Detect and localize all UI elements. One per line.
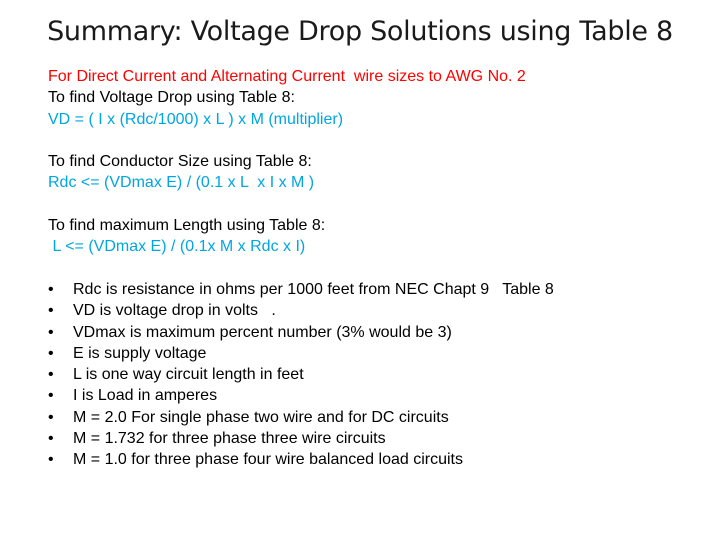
max-length-heading: To find maximum Length using Table 8: — [48, 217, 326, 235]
slide-body — [48, 66, 708, 471]
list-item-text: M = 1.0 for three phase four wire balanced load circuits — [73, 451, 463, 469]
bullet-icon: • — [48, 430, 54, 448]
bullet-icon: • — [48, 280, 54, 298]
list-item — [48, 385, 708, 406]
spacer — [48, 194, 708, 215]
list-item — [48, 343, 708, 364]
conductor-size-heading: To find Conductor Size using Table 8: — [48, 153, 312, 171]
bullet-icon: • — [48, 387, 54, 405]
list-item — [48, 407, 708, 428]
list-item-text: L is one way circuit length in feet — [73, 366, 304, 384]
definitions-list — [48, 279, 708, 471]
slide-title: Summary: Voltage Drop Solutions using Table 8 — [47, 16, 673, 47]
bullet-icon: • — [48, 451, 54, 469]
bullet-icon: • — [48, 323, 54, 341]
bullet-icon: • — [48, 366, 54, 384]
intro-text: For Direct Current and Alternating Current wire sizes to AWG No. 2 — [48, 68, 526, 85]
list-item — [48, 300, 708, 321]
list-item — [48, 364, 708, 385]
list-item-text: Rdc is resistance in ohms per 1000 feet from NEC Chapt 9 Table 8 — [73, 280, 554, 298]
spacer — [48, 258, 708, 279]
voltage-drop-formula: VD = ( I x (Rdc/1000) x L ) x M (multiplier) — [48, 110, 344, 128]
list-item — [48, 322, 708, 343]
conductor-size-formula: Rdc <= (VDmax E) / (0.1 x L x I x M ) — [48, 174, 315, 192]
list-item — [48, 428, 708, 449]
bullet-icon: • — [48, 302, 54, 320]
list-item-text: VD is voltage drop in volts . — [73, 302, 276, 320]
spacer — [48, 130, 708, 151]
voltage-drop-heading: To find Voltage Drop using Table 8: — [48, 89, 295, 107]
list-item-text: VDmax is maximum percent number (3% would be 3) — [73, 323, 452, 341]
bullet-icon: • — [48, 408, 54, 426]
max-length-formula: L <= (VDmax E) / (0.1x M x Rdc x I) — [48, 238, 306, 256]
list-item-text: E is supply voltage — [73, 344, 207, 362]
list-item — [48, 279, 708, 300]
list-item-text: M = 1.732 for three phase three wire circuits — [73, 430, 386, 448]
list-item — [48, 449, 708, 470]
list-item-text: M = 2.0 For single phase two wire and for DC circuits — [73, 408, 449, 426]
list-item-text: I is Load in amperes — [73, 387, 218, 405]
bullet-icon: • — [48, 344, 54, 362]
